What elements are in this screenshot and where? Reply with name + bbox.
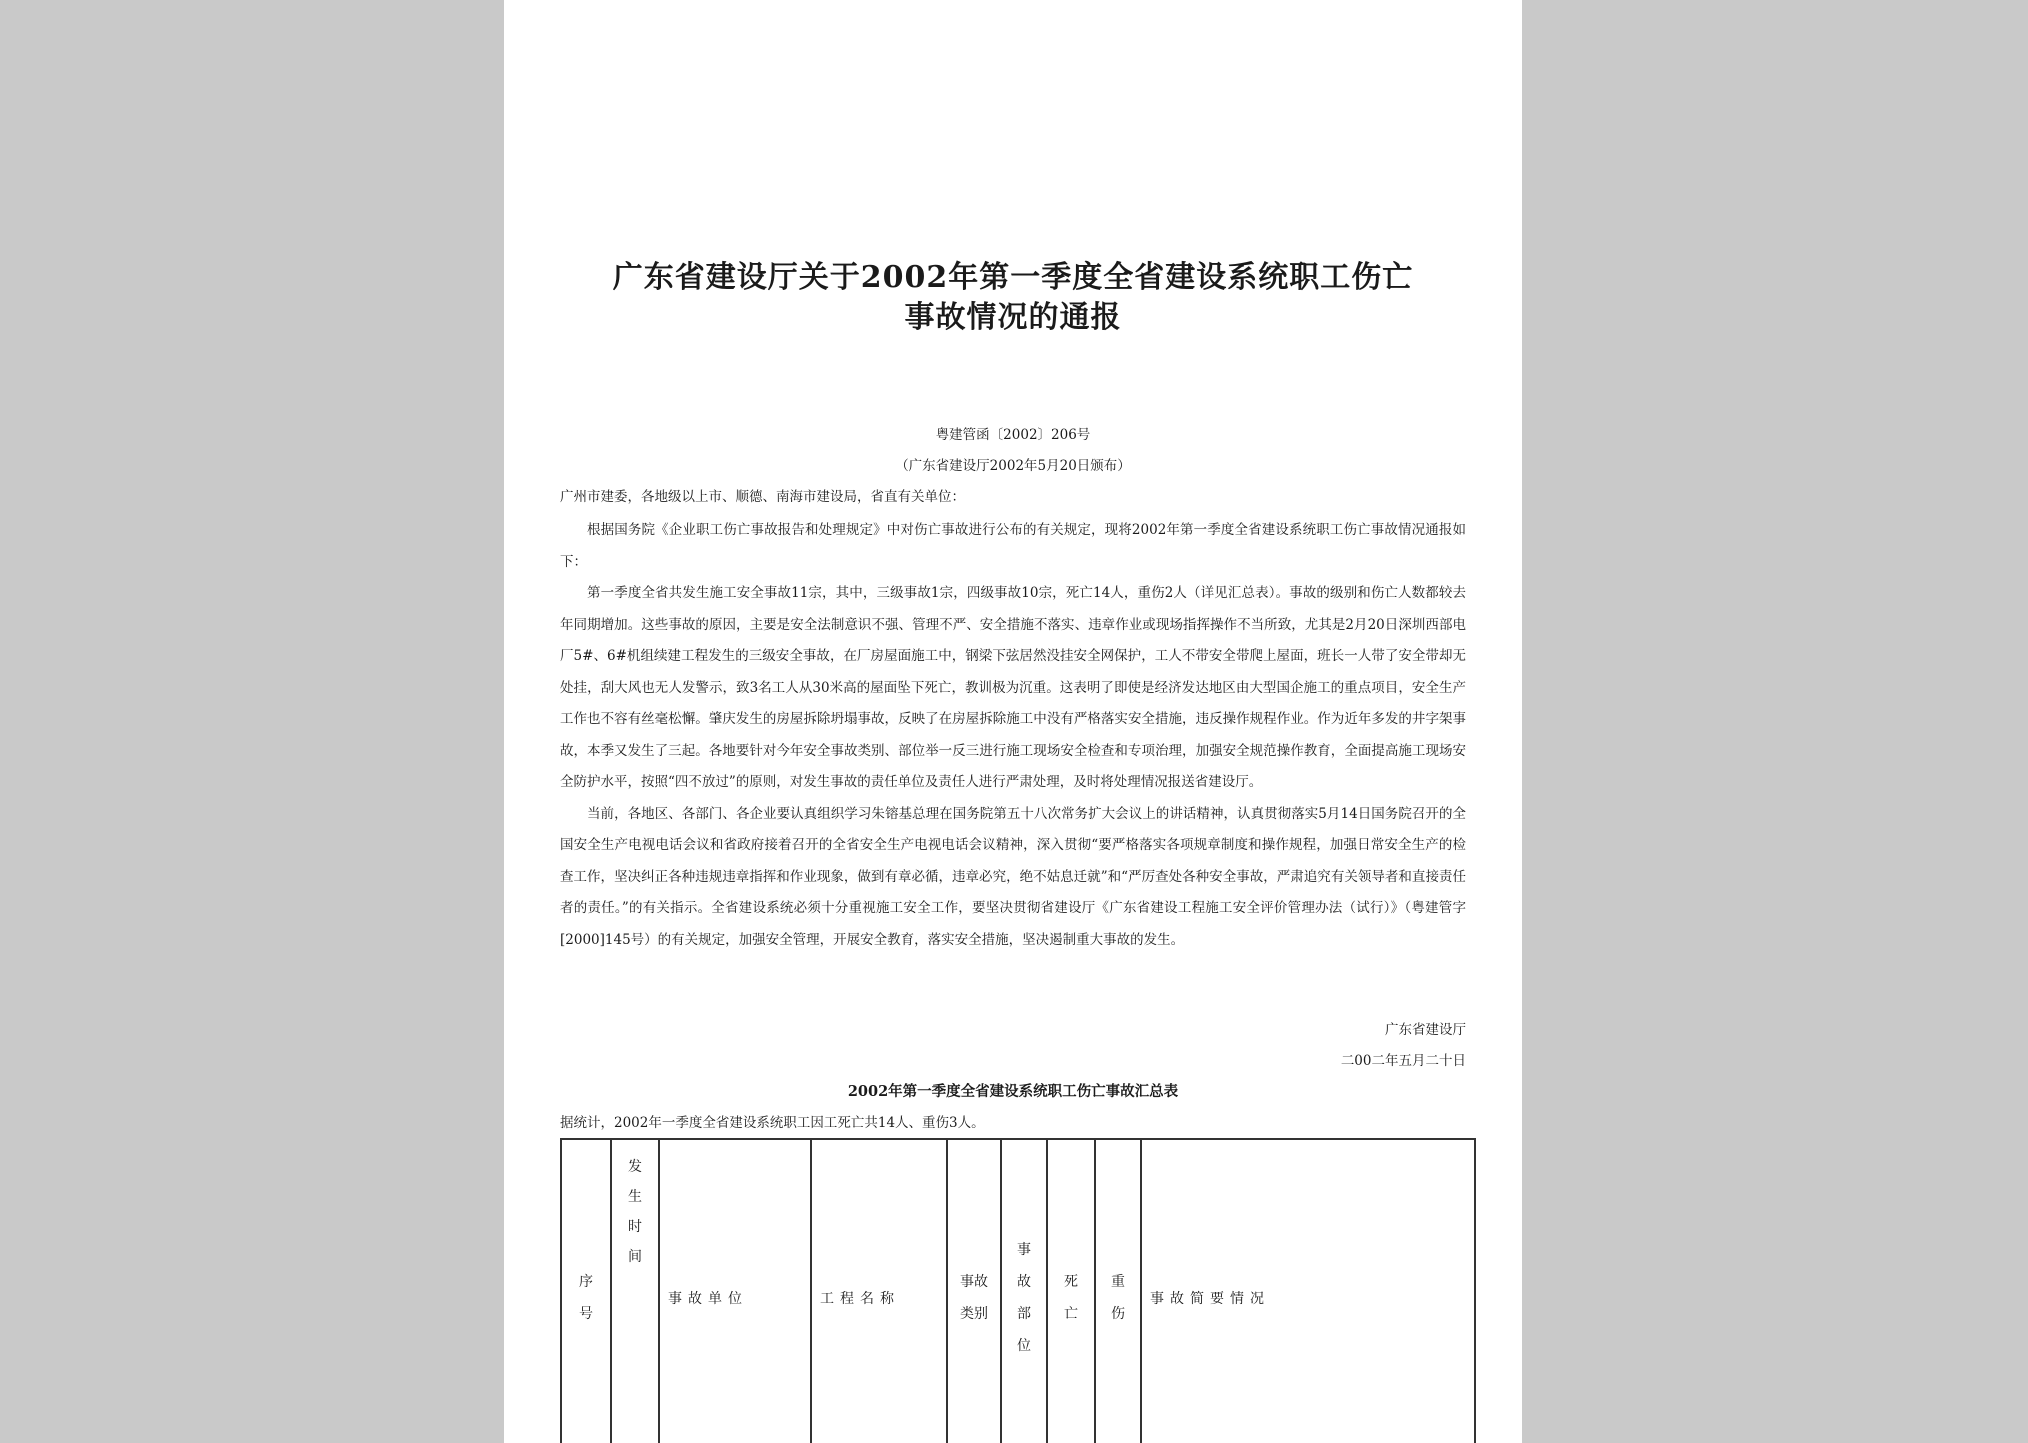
document-title-line-1: 广东省建设厅关于2002年第一季度全省建设系统职工伤亡 — [612, 260, 1414, 295]
issue-note: （广东省建设厅2002年5月20日颁布） — [895, 458, 1131, 474]
header-time: 发生时间 — [611, 1139, 659, 1443]
document-title-line-2: 事故情况的通报 — [904, 300, 1122, 335]
paragraph-2: 第一季度全省共发生施工安全事故11宗，其中，三级事故1宗，四级事故10宗，死亡14人，重伤2人（详见汇总表）。事故的级别和伤亡人数都较去年同期增加。这些事故的原因，主要是安全法制意识不强、管理不严、安全措施不落实、违章作业或现场指挥操作不当所致，尤其是2月20日深圳西部电厂5#、6#机组续建工程发生的三级安全事故，在厂房屋面施工中，钢梁下弦居然没挂安全网保护，工人不带安全带爬上屋面，班长一人带了安全带却无处挂，刮大风也无人发警示，致3名工人从30米高的屋面坠下死亡，教训极为沉重。这表明了即使是经济发达地区由大型国企施工的重点项目，安全生产工作也不容有丝毫松懈。肇庆发生的房屋拆除坍塌事故，反映了在房屋拆除施工中没有严格落实安全措施，违反操作规程作业。作为近年多发的井字架事故，本季又发生了三起。各地要针对今年安全事故类别、部位举一反三进行施工现场安全检查和专项治理，加强安全规范操作教育，全面提高施工现场安全防护水平，按照“四不放过”的原则，对发生事故的责任单位及责任人进行严肃处理，及时将处理情况报送省建设厅。 — [560, 585, 1466, 790]
document-body — [560, 515, 1466, 956]
addressee: 广州市建委，各地级以上市、顺德、南海市建设局，省直有关单位： — [560, 489, 965, 505]
header-injury: 重伤 — [1095, 1139, 1141, 1443]
document-number: 粤建管函〔2002〕206号 — [935, 427, 1091, 443]
document-page — [504, 0, 1522, 1443]
table-statistics: 据统计，2002年一季度全省建设系统职工因工死亡共14人、重伤3人。 — [560, 1115, 985, 1131]
paragraph-3: 当前，各地区、各部门、各企业要认真组织学习朱镕基总理在国务院第五十八次常务扩大会议上的讲话精神，认真贯彻落实5月14日国务院召开的全国安全生产电视电话会议和省政府接着召开的全省安全生产电视电话会议精神，深入贯彻“要严格落实各项规章制度和操作规程，加强日常安全生产的检查工作，坚决纠正各种违规违章指挥和作业现象，做到有章必循，违章必究，绝不姑息迁就”和“严厉查处各种安全事故，严肃追究有关领导者和直接责任者的责任。”的有关指示。全省建设系统必须十分重视施工安全工作，要坚决贯彻省建设厅《广东省建设工程施工安全评价管理办法（试行）》（粤建管字[2000]145号）的有关规定，加强安全管理，开展安全教育，落实安全措施，坚决遏制重大事故的发生。 — [560, 805, 1466, 948]
header-category: 事故类别 — [947, 1139, 1001, 1443]
header-seq: 序号 — [561, 1139, 611, 1443]
header-position: 事故部位 — [1001, 1139, 1047, 1443]
accident-summary-table — [560, 1138, 1476, 1443]
header-project: 工程名称 — [811, 1139, 947, 1443]
table-header-row — [561, 1139, 1475, 1443]
header-summary: 事故简要情况 — [1141, 1139, 1475, 1443]
signature-date: 二00二年五月二十日 — [1340, 1053, 1466, 1069]
table-title: 2002年第一季度全省建设系统职工伤亡事故汇总表 — [847, 1083, 1179, 1100]
header-unit: 事故单位 — [659, 1139, 811, 1443]
header-death: 死亡 — [1047, 1139, 1095, 1443]
paragraph-1: 根据国务院《企业职工伤亡事故报告和处理规定》中对伤亡事故进行公布的有关规定，现将2002年第一季度全省建设系统职工伤亡事故情况通报如下： — [560, 522, 1466, 570]
signature-org: 广东省建设厅 — [1385, 1022, 1466, 1038]
